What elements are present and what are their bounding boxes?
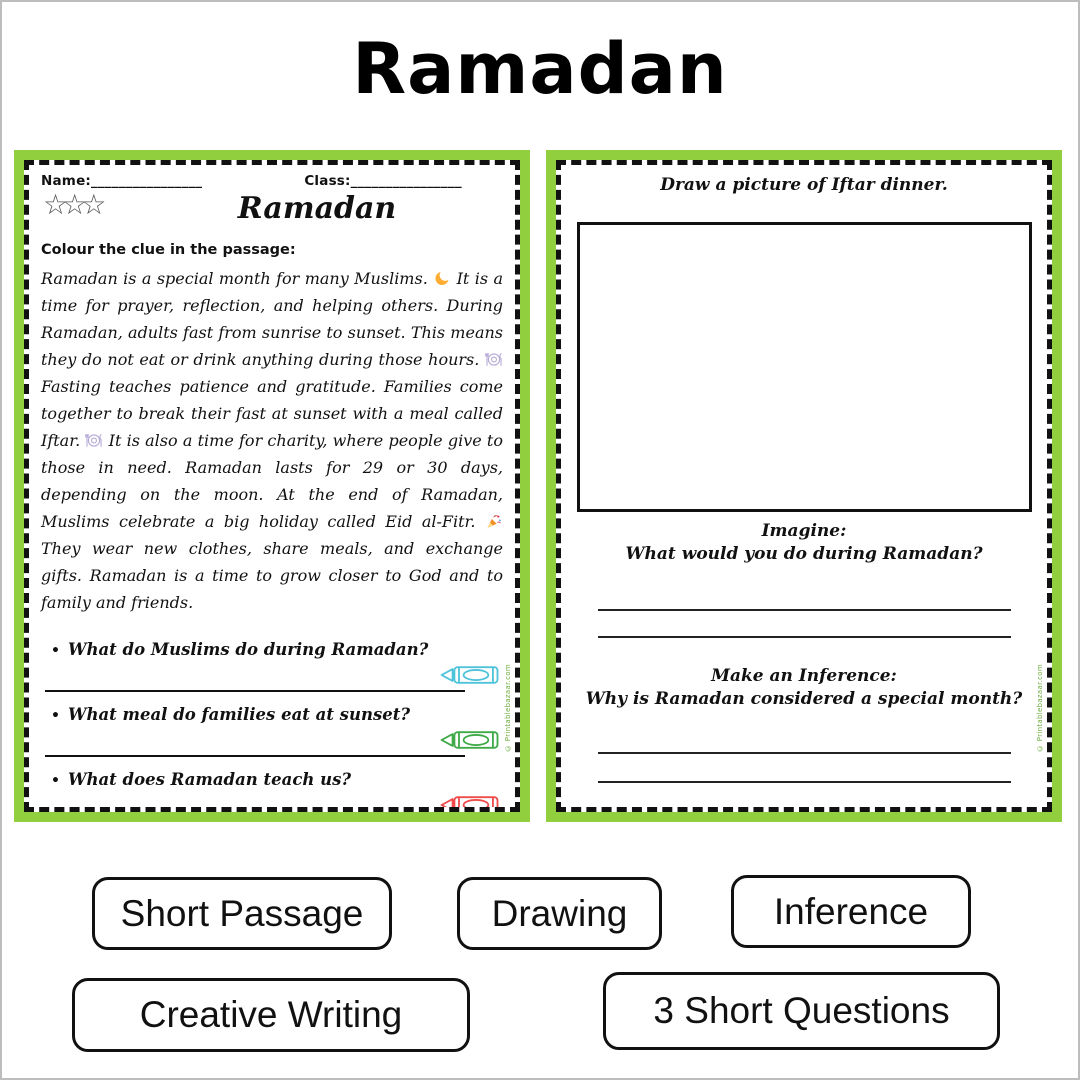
crescent-moon-icon [433,271,451,286]
question-2: • What meal do families eat at sunset? [51,705,411,724]
answer-line-1[interactable] [45,690,465,692]
drawing-box[interactable] [577,222,1032,512]
tag-3-short-questions[interactable]: 3 Short Questions [603,972,1000,1050]
tag-creative-writing[interactable]: Creative Writing [72,978,470,1052]
inference-answer-line-2[interactable] [598,781,1011,783]
crayon-green-icon [439,729,501,751]
tag-drawing[interactable]: Drawing [457,877,662,950]
name-field-label: Name:________________ [41,173,203,189]
party-popper-icon [485,514,503,529]
worksheet-title: Ramadan [237,191,397,226]
page-title: Ramadan [352,28,728,110]
crayon-red-icon [439,794,501,812]
worksheet-header [41,173,503,189]
question-1: • What do Muslims do during Ramadan? [51,640,429,659]
crayon-cyan-icon [439,664,501,686]
imagine-answer-line-1[interactable] [598,609,1011,611]
question-3: • What does Ramadan teach us? [51,770,352,789]
worksheet-page-right-content [556,160,1052,812]
plate-fork-knife-icon [485,352,503,367]
question-block [41,705,503,757]
question-section [41,640,503,812]
copyright-watermark: © Printablebazaar.com [1036,663,1044,752]
inference-question: Why is Ramadan considered a special month? [585,689,1023,709]
copyright-watermark: © Printablebazaar.com [504,663,512,752]
inference-answer-line-1[interactable] [598,752,1011,754]
answer-line-2[interactable] [45,755,465,757]
plate-fork-knife-icon [85,433,103,448]
bullet-icon: • [51,708,60,724]
class-field-label: Class:________________ [304,173,462,189]
imagine-question: What would you do during Ramadan? [625,544,983,564]
inference-heading: Make an Inference: [711,666,897,686]
bullet-icon: • [51,773,60,789]
tag-inference[interactable]: Inference [731,875,971,948]
worksheet-page-left-content [24,160,520,812]
imagine-answer-line-2[interactable] [598,636,1011,638]
colour-clue-instruction: Colour the clue in the passage: [41,242,296,258]
tag-short-passage[interactable]: Short Passage [92,877,392,950]
rating-stars-icon: ☆☆☆ [43,188,101,221]
bullet-icon: • [51,643,60,659]
worksheet-page-left [14,150,530,822]
drawing-prompt: Draw a picture of Iftar dinner. [660,175,948,195]
question-block [41,770,503,812]
passage-text: Ramadan is a special month for many Muslims. It is a time for prayer, reflection, and helping others. During Ramadan, adults fast from sunrise to sunset. This means they do not eat or drink anything during those hours. Fasting teaches patience and gratitude. Families come together to break their fast at sunset with a meal called Iftar. It is also a time for charity, where people give to those in need. Ramadan lasts for 29 or 30 days, depending on the moon. At the end of Ramadan, Muslims celebrate a big holiday called Eid al-Fitr. They wear new clothes, share meals, and exchange gifts. Ramadan is a time to grow closer to God and to family and friends. [41,269,504,612]
question-block [41,640,503,692]
worksheet-page-right [546,150,1062,822]
imagine-heading: Imagine: [761,521,847,541]
